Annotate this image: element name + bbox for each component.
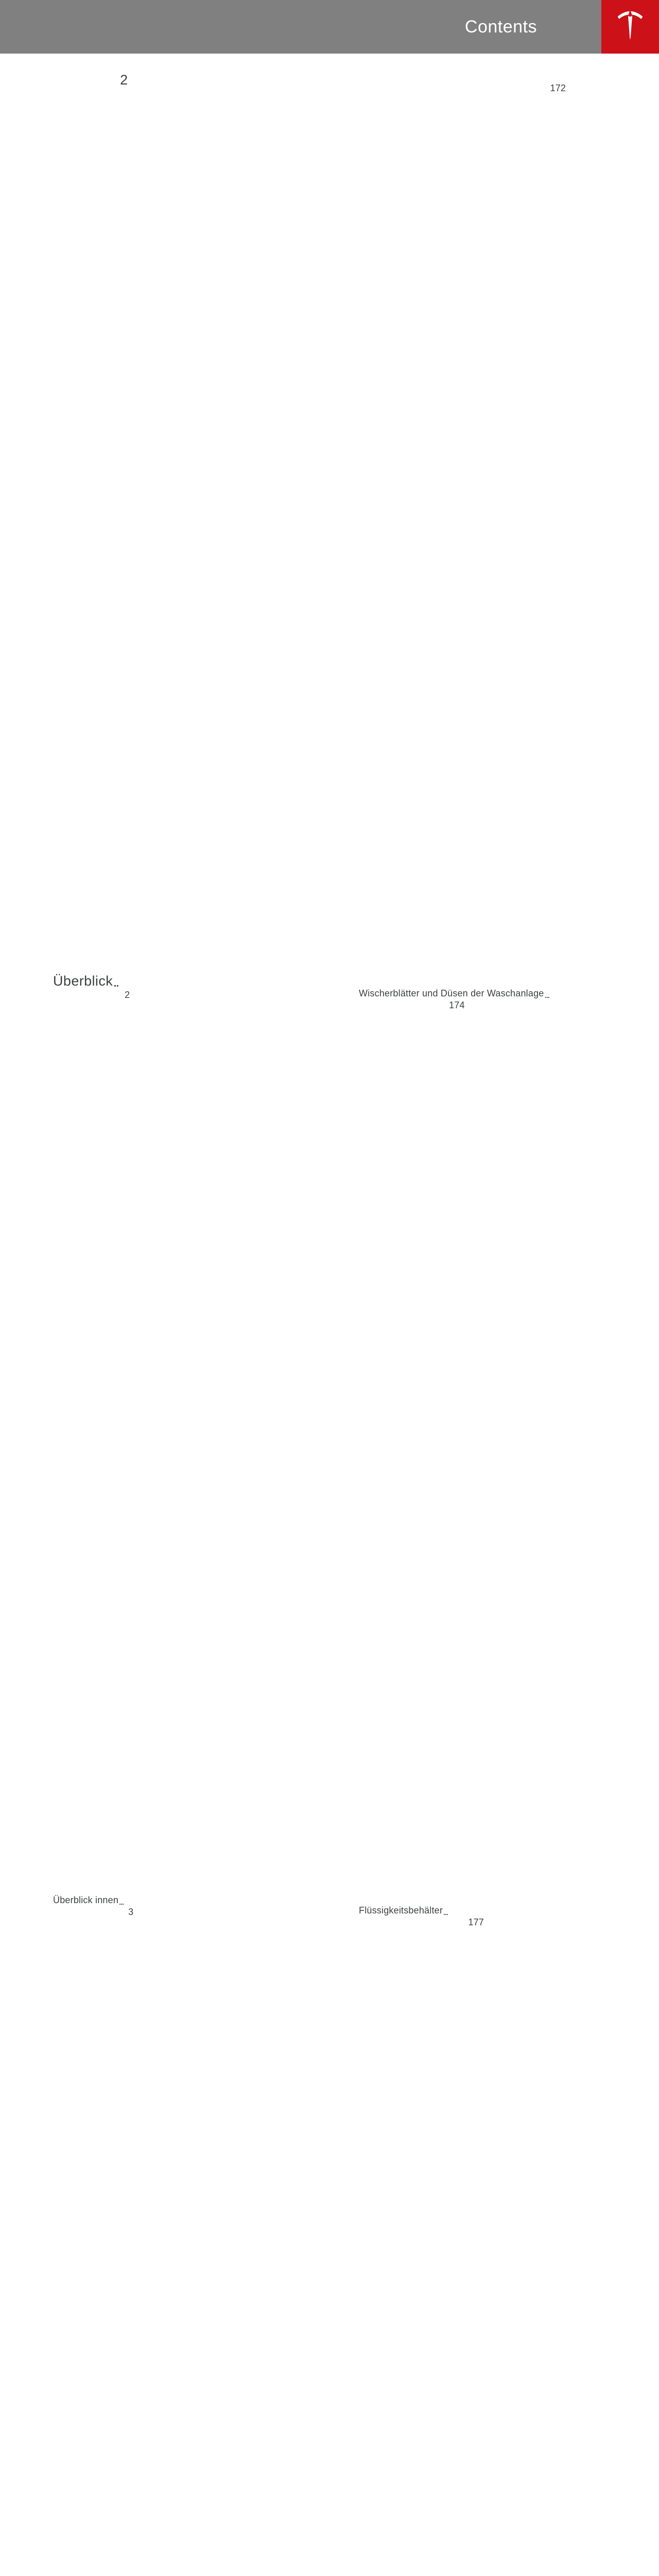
page-title: Contents <box>464 16 537 37</box>
toc-right-column <box>359 82 621 2576</box>
toc-page-number: 174 <box>449 999 621 1917</box>
toc-entry-label: Flüssigkeitsbehälter <box>359 1905 443 1916</box>
toc-dots-leader <box>444 1914 448 1915</box>
tesla-logo-icon <box>615 9 645 45</box>
toc-entry <box>359 999 621 1917</box>
toc-entry-label: Wischerblätter und Düsen der Waschanlage <box>359 988 544 998</box>
toc-entry-label: Überblick <box>53 973 113 989</box>
toc-entry-label: Überblick innen <box>53 1895 119 1905</box>
toc-section-heading <box>53 72 336 989</box>
toc-dots-leader <box>545 997 549 998</box>
toc-page-number: 2 <box>120 72 336 989</box>
toc-entry <box>53 989 336 1906</box>
toc-entry <box>359 1917 621 2576</box>
toc-page-number: 172 <box>550 82 621 999</box>
toc-entry <box>53 1906 336 2576</box>
header-bar <box>0 0 659 54</box>
toc-page-number: 177 <box>468 1917 621 2576</box>
toc-page-number: 3 <box>128 1906 336 2576</box>
toc-page-number: 2 <box>125 989 336 1906</box>
tesla-logo-badge <box>601 0 659 54</box>
toc-dots-leader <box>114 985 118 987</box>
toc-dots-leader <box>119 1904 124 1905</box>
toc-content <box>0 54 659 2576</box>
toc-left-column <box>53 72 336 2576</box>
toc-entry <box>359 82 621 999</box>
